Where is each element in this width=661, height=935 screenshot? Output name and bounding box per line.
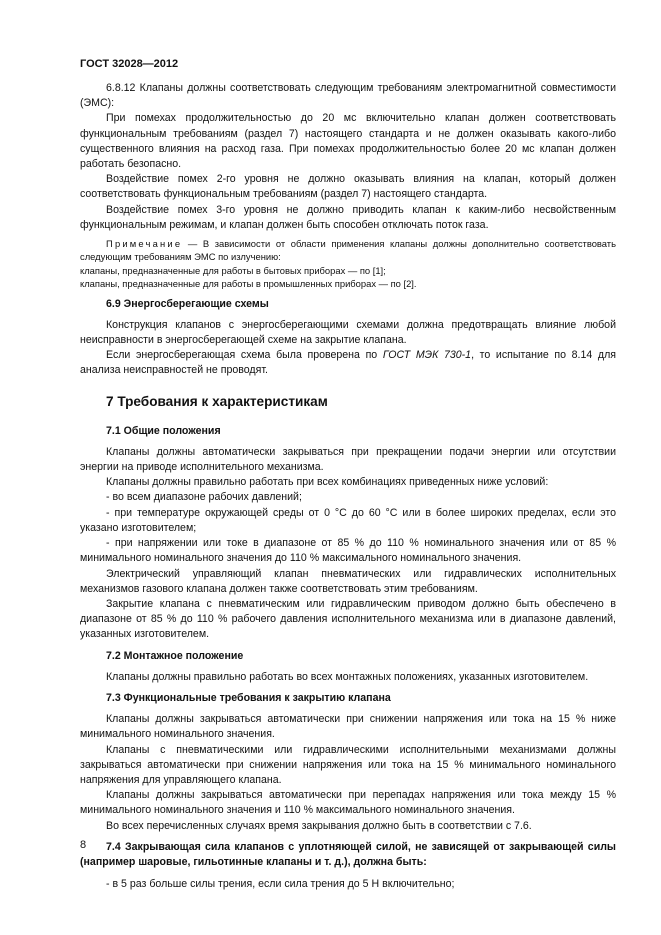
section-7-2-heading: 7.2 Монтажное положение [106, 649, 244, 662]
section-7-1-heading: 7.1 Общие положения [106, 424, 221, 437]
paragraph: Конструкция клапанов с энергосберегающими схемами должна предотвращать влияние любой неисправности в энергосберегающей схеме на закрытие клапана. [80, 318, 616, 347]
note-text: — В зависимости от области применения клапаны должны дополнительно соответствовать следующим требованиям ЭМС по излучению: [80, 238, 616, 263]
list-item: - во всем диапазоне рабочих давлений; [106, 491, 302, 504]
paragraph: Клапаны должны закрываться автоматически при перепадах напряжения или тока между 15 % минимального номинального значения и 110 % максимального номинального значения. [80, 789, 616, 817]
paragraph: Клапаны должны автоматически закрываться при прекращении подачи энергии или отсутствии энергии на приводе исполнительного механизма. [80, 445, 616, 474]
paragraph: При помехах продолжительностью до 20 мс включительно клапан должен соответствовать функциональным требованиям (раздел 7) настоящего стандарта и не должен оказывать какого-либо существенного влияния на расход газа. При помехах продолжительностью более 20 мс клапан должен работать безопасно. [80, 112, 616, 171]
paragraph: Воздействие помех 2-го уровня не должно оказывать влияния на клапан, который должен соответствовать функциональным требованиям (раздел 7) настоящего стандарта. [80, 173, 616, 201]
section-7-heading: 7 Требования к характеристикам [106, 393, 328, 409]
list-item: - при напряжении или токе в диапазоне от 85 % до 110 % номинального значения или от 85 % минимального номинального значения до 110 % максимального номинального значения. [80, 537, 616, 565]
paragraph: Клапаны должны правильно работать при всех комбинациях приведенных ниже условий: [106, 476, 549, 489]
paragraph: Электрический управляющий клапан пневматических или гидравлических исполнительных механизмов газового клапана должен также соответствовать этим требованиям. [80, 567, 616, 595]
paragraph: Клапаны должны закрываться автоматически при снижении напряжения или тока на 15 % ниже минимального номинального значения. [80, 713, 616, 741]
section-7-4-heading: 7.4 Закрывающая сила клапанов с уплотняющей силой, не зависящей от закрывающей силы (например шаровые, гильотинные клапаны и т. д.), должна быть: [80, 840, 616, 869]
text-run: Если энергосберегающая схема была проверена по [106, 349, 383, 362]
paragraph: Воздействие помех 3-го уровня не должно приводить клапан к каким-либо несвойственным функциональным режимам, и клапан должен быть способен отключать поток газа. [80, 203, 616, 231]
page-number: 8 [80, 839, 87, 851]
text-run: , то испытание по 8.14 для анализа неисправностей не проводят. [80, 349, 617, 377]
section-6-9-heading: 6.9 Энергосберегающие схемы [106, 297, 269, 310]
page-header: ГОСТ 32028—2012 [80, 58, 179, 70]
paragraph: Закрытие клапана с пневматическим или гидравлическим приводом должно быть обеспечено в диапазоне от 85 % до 110 % рабочего давления исполнительного механизма или в диапазоне давлений, указанных изготовителем. [80, 597, 616, 641]
clause-6-8-12: 6.8.12 Клапаны должны соответствовать следующим требованиям электромагнитной совместимости (ЭМС): [80, 82, 616, 110]
note-list-item: клапаны, предназначенные для работы в бытовых приборах — по [1]; [80, 264, 386, 276]
paragraph: Клапаны должны правильно работать во всех монтажных положениях, указанных изготовителем. [106, 670, 589, 683]
note-list-item: клапаны, предназначенные для работы в промышленных приборах — по [2]. [80, 278, 417, 290]
paragraph: Во всех перечисленных случаях время закрывания должно быть в соответствии с 7.6. [106, 819, 532, 832]
paragraph: Клапаны с пневматическими или гидравлическими исполнительными механизмами должны закрываться автоматически при снижении напряжения или тока на 15 % минимального номинального напряжения для управляющего клапана. [80, 743, 616, 786]
note [80, 237, 616, 264]
section-7-3-heading: 7.3 Функциональные требования к закрытию клапана [106, 691, 391, 704]
standard-reference: ГОСТ МЭК 730-1 [382, 349, 472, 362]
paragraph [80, 348, 616, 378]
list-item: - при температуре окружающей среды от 0 °С до 60 °С или в более широких пределах, если это указано изготовителем; [80, 506, 616, 534]
note-label: Примечание [106, 238, 183, 250]
list-item: - в 5 раз больше силы трения, если сила трения до 5 Н включительно; [106, 877, 455, 890]
page-content [80, 81, 616, 892]
